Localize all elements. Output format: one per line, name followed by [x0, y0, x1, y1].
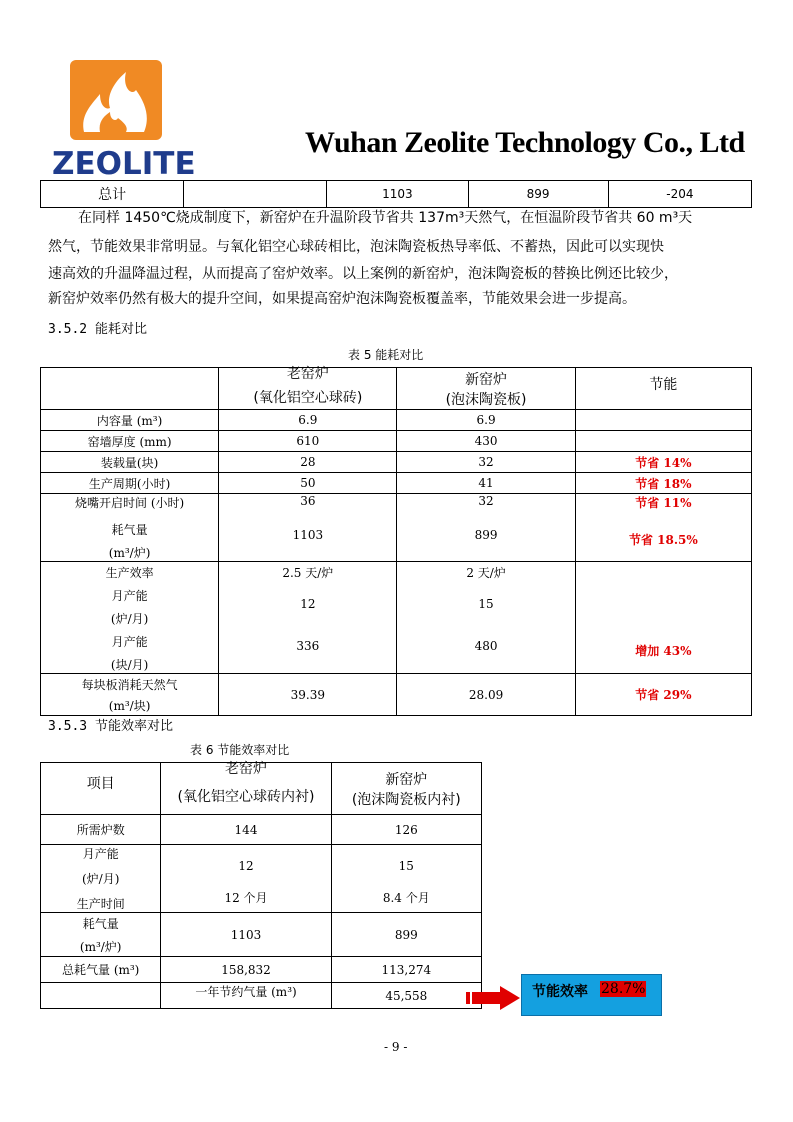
callout-label: 节能效率: [532, 984, 588, 1000]
logo-text: ZEOLITE: [52, 146, 196, 182]
table-row: 烧嘴开启时间 (小时) 耗气量 (m³/炉) 36 1103 32 899 节省 11% 节省 18.5%: [41, 494, 752, 562]
t5-col-new: 新窑炉 (泡沫陶瓷板): [397, 368, 575, 410]
paragraph-line-2: 然气，节能效果非常明显。与氧化铝空心球砖相比，泡沫陶瓷板热导率低、不蓄热，因此可以实现快: [48, 239, 664, 255]
efficiency-callout: [521, 974, 662, 1016]
table-6-efficiency: 项目 老窑炉 (氧化铝空心球砖内衬) 新窑炉 (泡沫陶瓷板内衬) 所需炉数 144 126 月产能 (炉/月) 生产时间 12 12 个月 15 8.4 个月 耗气量 (m³/炉) 1103 899 总耗气量 (m³) 158,832 113,274 一年节约气量 (m³) 45,558: [40, 762, 482, 1009]
t5-col-save: 节能: [575, 368, 751, 410]
table-row-label: 窑墙厚度 (mm): [41, 431, 219, 452]
company-name: Wuhan Zeolite Technology Co., Ltd: [305, 126, 745, 159]
paragraph-line-3: 速高效的升温降温过程，从而提高了窑炉效率。以上案例的新窑炉，泡沫陶瓷板的替换比例还比较少，: [48, 266, 678, 282]
table-row-label: 内容量 (m³): [41, 410, 219, 431]
table-row-label: 总耗气量 (m³): [41, 957, 161, 983]
t5-col-old: 老窑炉 (氧化铝空心球砖): [219, 368, 397, 410]
flame-icon: [70, 60, 162, 140]
section-heading-353: 3.5.3 节能效率对比: [48, 719, 173, 734]
t6-col-new: 新窑炉 (泡沫陶瓷板内衬): [331, 763, 481, 815]
page-number: - 9 -: [384, 1040, 408, 1054]
table-row-label: 一年节约气量 (m³): [161, 983, 331, 1009]
arrow-right-icon: [466, 986, 522, 1010]
paragraph-line-4: 新窑炉效率仍然有极大的提升空间，如果提高窑炉泡沫陶瓷板覆盖率，节能效果会进一步提高。: [48, 291, 636, 307]
table-row: 生产效率 月产能 (炉/月) 月产能 (块/月) 2.5 天/炉 12 336 2 天/炉 15 480 增加 43%: [41, 562, 752, 674]
total-old: 1103: [327, 181, 468, 208]
logo-emblem: [70, 60, 162, 140]
table-row: 每块板消耗天然气 (m³/块) 39.39 28.09 节省 29%: [41, 674, 752, 716]
callout-value: 28.7%: [601, 981, 646, 997]
table6-caption: 表 6 节能效率对比: [190, 743, 290, 757]
paragraph-line-1: 在同样 1450℃烧成制度下，新窑炉在升温阶段节省共 137m³天然气，在恒温阶段节省共 60 m³天: [78, 210, 693, 226]
t6-col-old: 老窑炉 (氧化铝空心球砖内衬): [161, 763, 331, 815]
table-row-label: 所需炉数: [41, 815, 161, 845]
table-row-label: 装载量(块): [41, 452, 219, 473]
total-label: 总计: [41, 181, 184, 208]
table5-caption: 表 5 能耗对比: [348, 348, 424, 362]
table-row-label: 生产周期(小时): [41, 473, 219, 494]
total-new: 899: [468, 181, 608, 208]
table-row: 月产能 (炉/月) 生产时间 12 12 个月 15 8.4 个月: [41, 845, 482, 913]
table-row: 耗气量 (m³/炉) 1103 899: [41, 913, 482, 957]
table-5-energy: 老窑炉 (氧化铝空心球砖) 新窑炉 (泡沫陶瓷板) 节能 内容量 (m³) 6.9 6.9 窑墙厚度 (mm) 610 430 装载量(块) 28 32 节省 14% 生产周期(小时) 50 41 节省 18% 烧嘴开启时间 (小时) 耗气量 (m³/炉) 36 1103 32 899 节省 11% 节省 18.5% 生产效率 月产能 (炉/月) 月产能 (块/月) 2.5 天/炉 12 336 2 天/炉 15 480 增加 43% 每块板消耗天然气 (m³/块) 39.39 28.09 节省 29%: [40, 367, 752, 716]
section-heading-352: 3.5.2 能耗对比: [48, 322, 147, 337]
total-diff: -204: [608, 181, 751, 208]
t6-col-item: 项目: [41, 763, 161, 815]
